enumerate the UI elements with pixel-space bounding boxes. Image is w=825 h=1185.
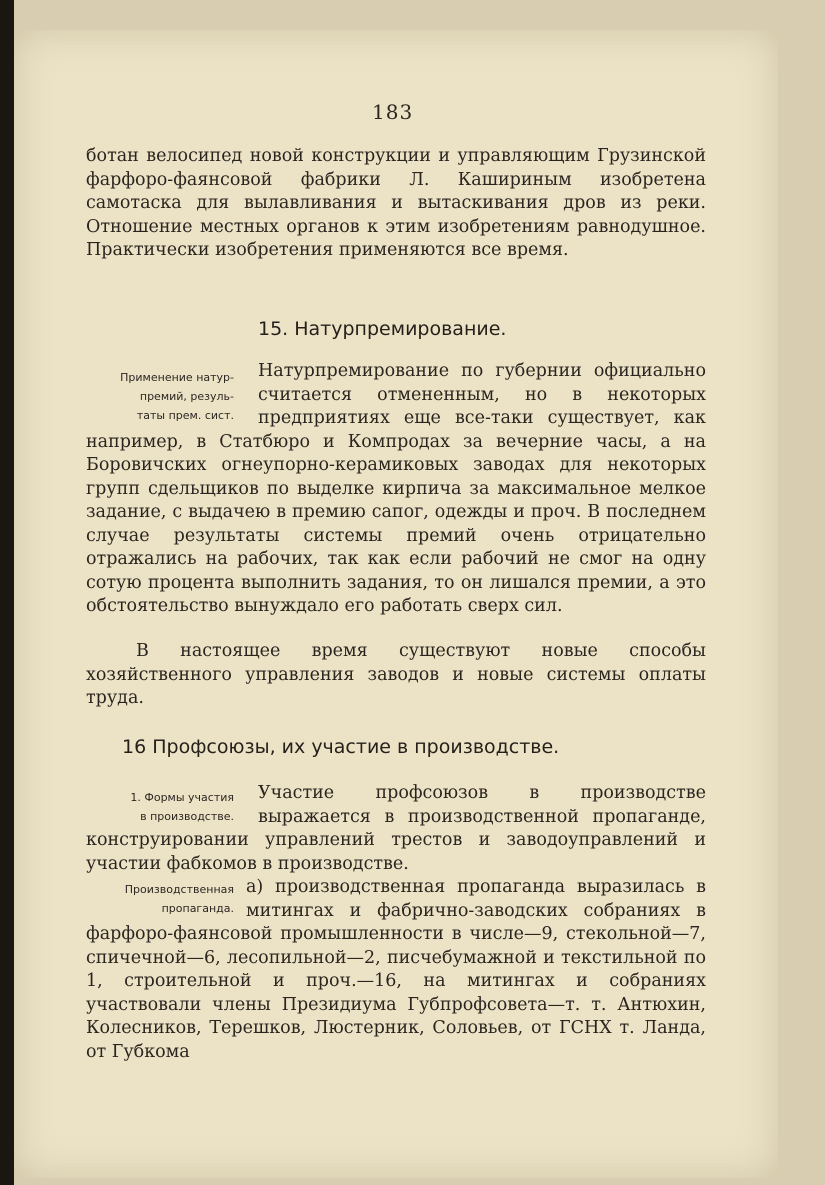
section-15-paragraph-2: В настоящее время существуют новые способы хозяйственного управления заводов и новые системы оплаты труда. [86, 641, 706, 708]
section-15-heading: 15. Натурпремирование. [258, 318, 507, 340]
intro-paragraph [86, 145, 706, 263]
margin-spacer [86, 876, 246, 922]
section-16-paragraph-2: а) производственная пропаганда выразилась в митингах и фабрично-заводских собраниях в фарфоро-фаянсовой промышленности в числе—9, стекольной—7, спичечной—6, лесопильной—2, писчебумажной и текстильной по 1, строительной и проч.—16, на митингах и собраниях участвовали члены Президиума Губпрофсовета—т. т. Антюхин, Колесников, Терешков, Люстерник, Соловьев, от ГСНХ т. Ланда, от Губкома [86, 877, 706, 1062]
margin-note-line: пропаганда. [161, 902, 234, 915]
book-page [14, 30, 778, 1178]
section-16-body-2 [86, 876, 706, 1064]
margin-note-line: Производственная [124, 883, 234, 896]
margin-note-line: 1. Формы участия [130, 791, 234, 804]
section-16-paragraph-1: Участие профсоюзов в производстве выражается в производственной пропаганде, конструировании управлений трестов и заводоуправлений и участии фабкомов в производстве. [86, 783, 706, 874]
intro-text: ботан велосипед новой конструкции и управляющим Грузинской фарфоро-фаянсовой фабрики Л. Кашириным изобретена самотаска для вылавливания и вытаскивания дров из реки. Отношение местных органов к этим изобретениям равнодушное. Практически изобретения применяются все время. [86, 146, 706, 260]
margin-spacer [86, 360, 258, 430]
page-number: 183 [372, 100, 414, 124]
section-16-body-1 [86, 782, 706, 876]
section-15-body-2 [86, 640, 706, 711]
margin-note-line: премий, резуль- [139, 390, 234, 403]
section-15-body [86, 360, 706, 619]
margin-note-line: Применение натур- [120, 371, 234, 384]
scan-edge [0, 0, 14, 1185]
section-16-heading: 16 Профсоюзы, их участие в производстве. [122, 736, 560, 758]
section-15-paragraph-1: Натурпремирование по губернии официально считается отмененным, но в некоторых предприятиях еще все-таки существует, как например, в Статбюро и Компродах за вечерние часы, а на Боровичских огнеупорно-керамиковых заводах для некоторых групп сдельщиков по выделке кирпича за максимальное мелкое задание, с выдачею в премию сапог, одежды и проч. В последнем случае результаты системы премий очень отрицательно отражались на рабочих, так как если рабочий не смог на одну сотую процента выполнить задания, то он лишался премии, а это обстоятельство вынуждало его работать сверх сил. [86, 361, 706, 616]
margin-spacer [86, 782, 258, 828]
margin-note-line: таты прем. сист. [136, 409, 234, 422]
margin-note-line: в производстве. [140, 810, 234, 823]
